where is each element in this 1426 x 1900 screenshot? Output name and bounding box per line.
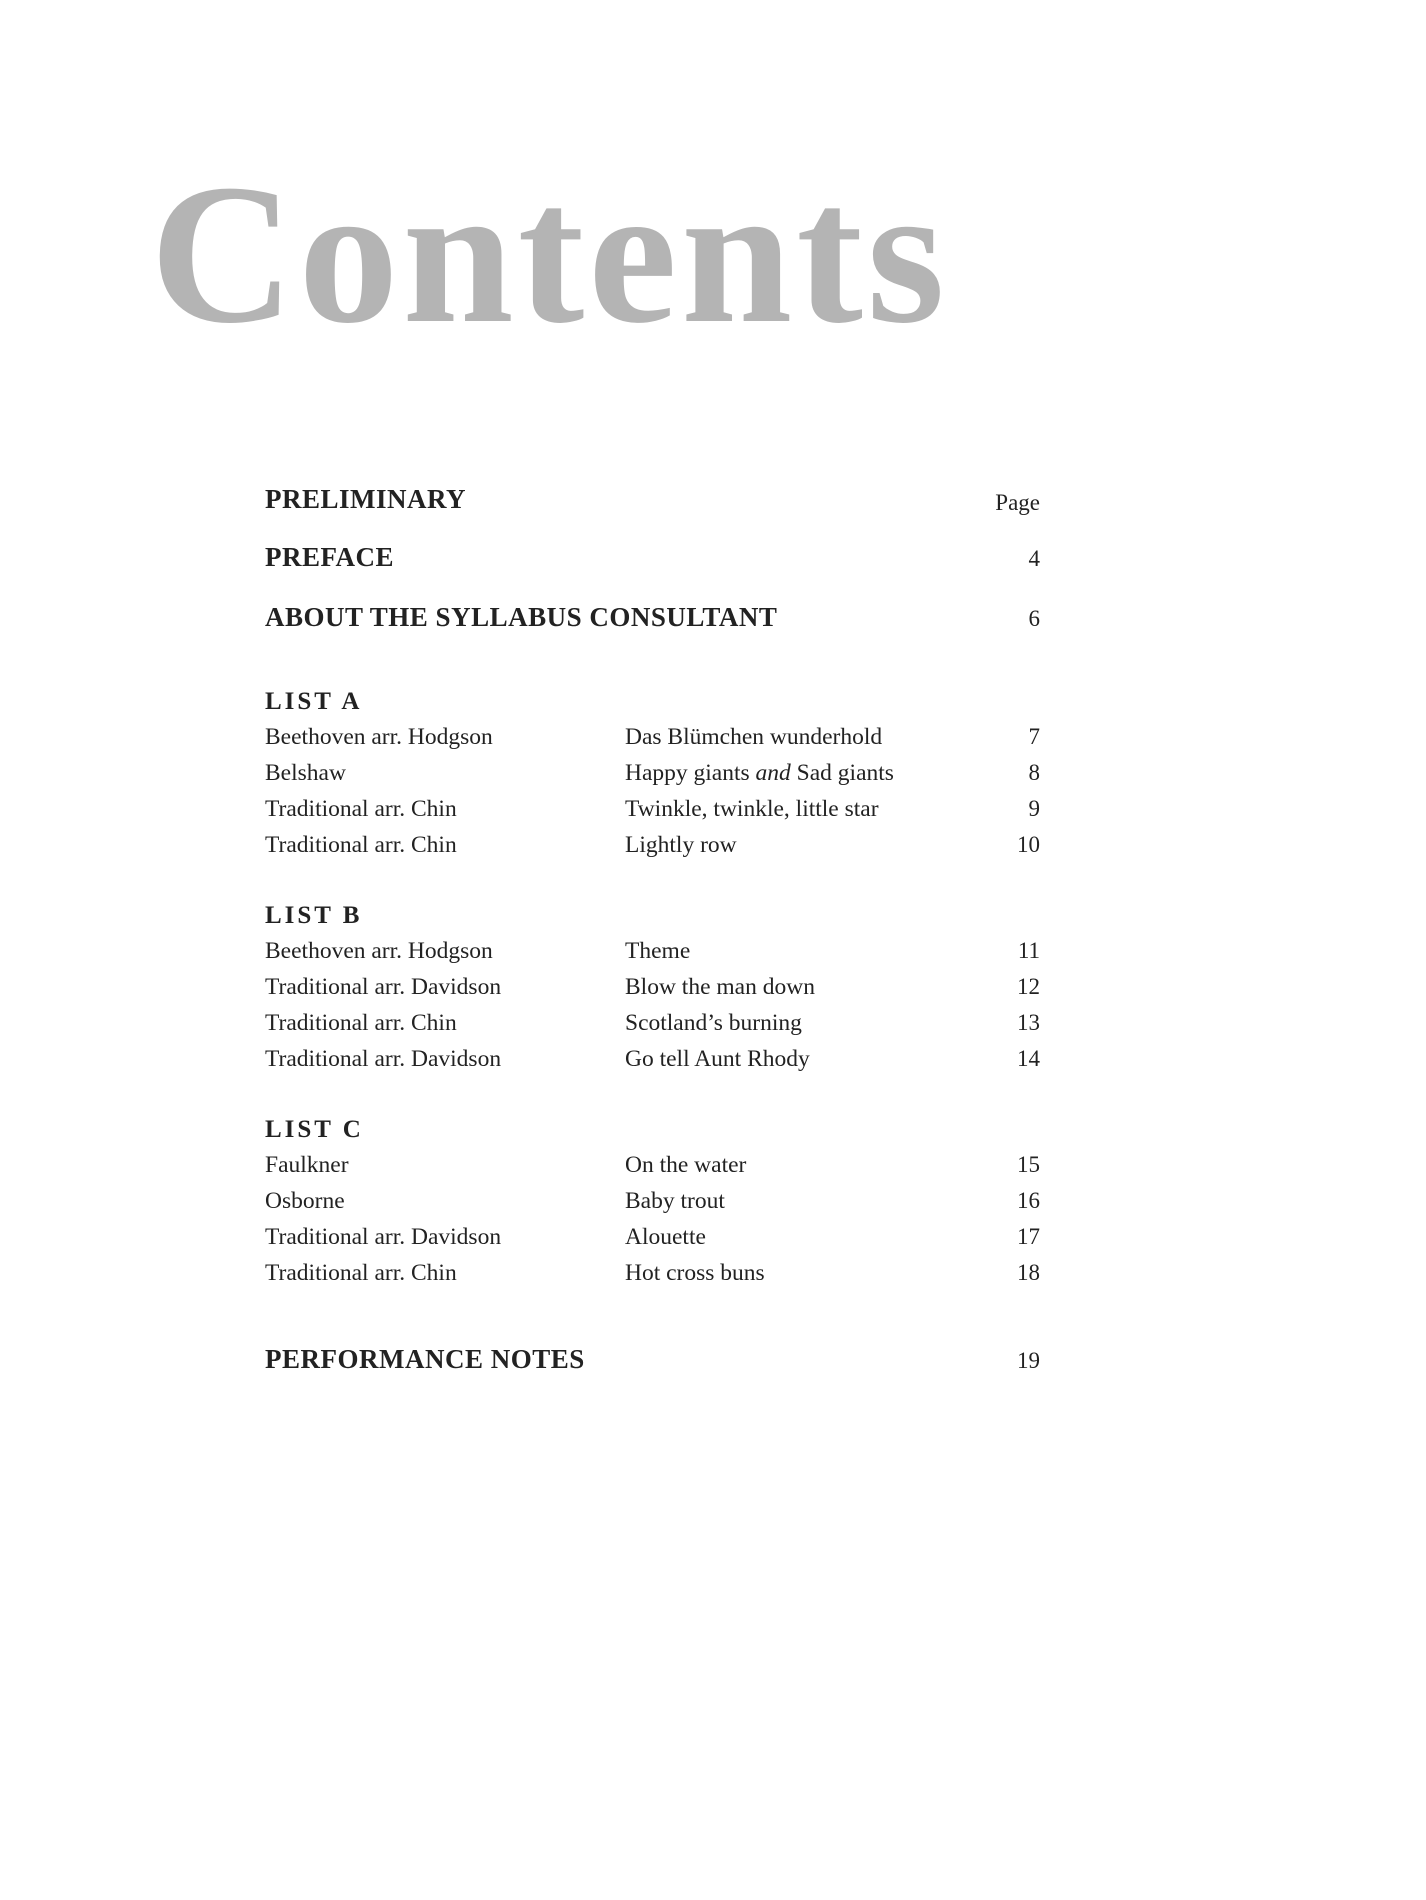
composer: Traditional arr. Chin <box>265 1260 457 1286</box>
piece-title: Das Blümchen wunderhold <box>625 724 883 750</box>
page-number: 8 <box>1028 760 1040 785</box>
composer: Osborne <box>265 1188 345 1214</box>
piece-title: Scotland’s burning <box>625 1010 802 1036</box>
piece-title: Alouette <box>625 1224 706 1250</box>
list-b-heading-row <box>265 902 1040 942</box>
piece-title-part: Happy giants <box>625 760 756 786</box>
composer: Beethoven arr. Hodgson <box>265 724 493 750</box>
piece-title: Blow the man down <box>625 974 815 1000</box>
list-c-heading: LIST C <box>265 1116 364 1143</box>
composer: Traditional arr. Davidson <box>265 1224 502 1250</box>
list-b-heading: LIST B <box>265 902 363 929</box>
list-item[interactable] <box>265 1010 1040 1050</box>
composer: Beethoven arr. Hodgson <box>265 938 493 964</box>
toc-header-row <box>265 484 1040 524</box>
list-item[interactable] <box>265 796 1040 836</box>
page-number: 13 <box>1017 1010 1040 1035</box>
composer: Faulkner <box>265 1152 349 1178</box>
toc-entry-about-consultant[interactable] <box>265 602 1040 642</box>
toc-entry-preface[interactable] <box>265 542 1040 582</box>
preliminary-heading: PRELIMINARY <box>265 484 467 514</box>
page-number: 9 <box>1028 796 1040 821</box>
page-title: Contents <box>150 144 949 365</box>
list-item[interactable] <box>265 1224 1040 1264</box>
list-item[interactable] <box>265 1188 1040 1228</box>
list-item[interactable] <box>265 1260 1040 1300</box>
toc-entry-label: PREFACE <box>265 542 394 572</box>
page-column-header: Page <box>995 490 1040 515</box>
composer: Traditional arr. Chin <box>265 832 457 858</box>
list-item[interactable] <box>265 832 1040 872</box>
list-item[interactable] <box>265 1046 1040 1086</box>
composer: Traditional arr. Davidson <box>265 974 502 1000</box>
composer: Traditional arr. Chin <box>265 796 457 822</box>
page-number: 15 <box>1017 1152 1040 1177</box>
list-item[interactable] <box>265 724 1040 764</box>
page-number: 10 <box>1017 832 1040 857</box>
page-number: 18 <box>1017 1260 1040 1285</box>
piece-title: Go tell Aunt Rhody <box>625 1046 810 1072</box>
page-number: 17 <box>1017 1224 1040 1249</box>
piece-title: On the water <box>625 1152 747 1178</box>
composer: Belshaw <box>265 760 346 786</box>
toc-entry-page: 6 <box>1028 606 1040 631</box>
piece-title <box>625 760 894 787</box>
piece-title: Twinkle, twinkle, little star <box>625 796 879 822</box>
list-item[interactable] <box>265 974 1040 1014</box>
page-number: 12 <box>1017 974 1040 999</box>
piece-title: Baby trout <box>625 1188 725 1214</box>
page-number: 7 <box>1028 724 1040 749</box>
piece-title: Hot cross buns <box>625 1260 765 1286</box>
composer: Traditional arr. Davidson <box>265 1046 502 1072</box>
list-c-heading-row <box>265 1116 1040 1156</box>
list-item[interactable] <box>265 1152 1040 1192</box>
composer: Traditional arr. Chin <box>265 1010 457 1036</box>
toc-entry-performance-notes[interactable] <box>265 1344 1040 1384</box>
page-number: 14 <box>1017 1046 1040 1071</box>
piece-title: Theme <box>625 938 691 964</box>
toc-entry-label: PERFORMANCE NOTES <box>265 1344 585 1374</box>
page-number: 11 <box>1017 938 1040 963</box>
list-a-heading: LIST A <box>265 688 363 715</box>
list-item[interactable] <box>265 760 1040 800</box>
list-a-heading-row <box>265 688 1040 728</box>
toc-entry-label: ABOUT THE SYLLABUS CONSULTANT <box>265 602 778 632</box>
piece-title: Lightly row <box>625 832 737 858</box>
piece-title-part: Sad giants <box>790 760 894 786</box>
page-number: 16 <box>1017 1188 1040 1213</box>
toc-entry-page: 4 <box>1028 546 1040 571</box>
piece-title-italic-part: and <box>755 760 791 786</box>
list-item[interactable] <box>265 938 1040 978</box>
toc-entry-page: 19 <box>1017 1348 1040 1373</box>
